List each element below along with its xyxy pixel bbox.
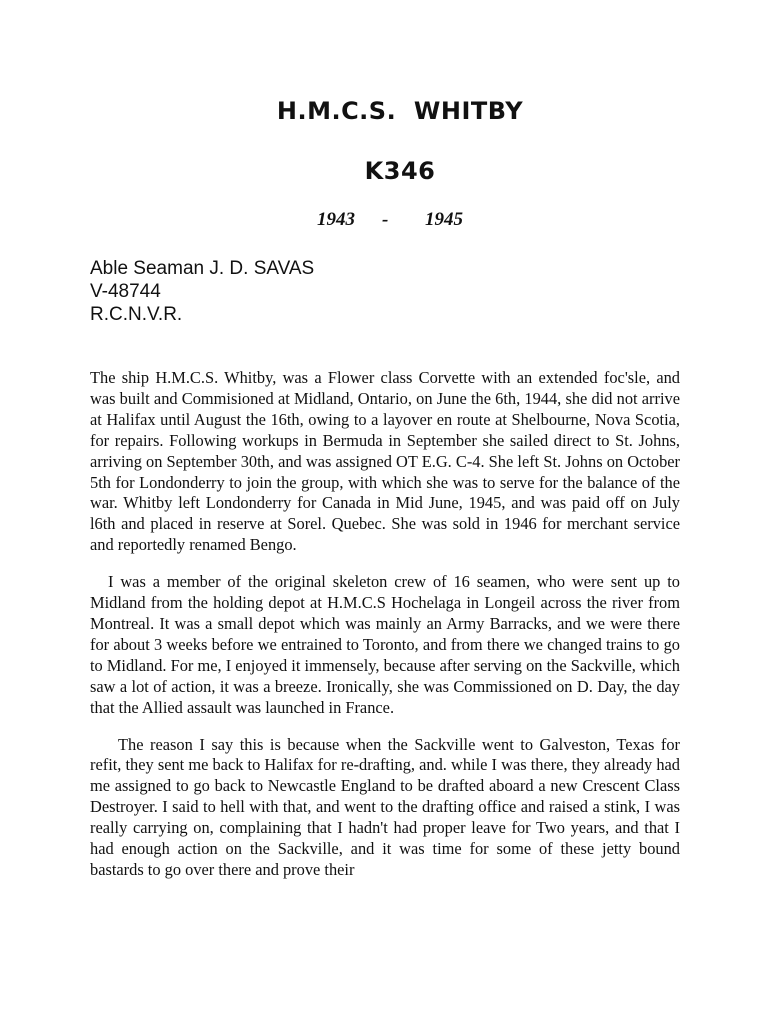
ship-title: H.M.C.S. WHITBY [276,97,524,125]
year-separator: - [382,209,389,230]
year-end: 1945 [425,209,463,230]
paragraph: The ship H.M.C.S. Whitby, was a Flower class Corvette with an extended foc'sle, and was built and Commisioned at Midland, Ontario, on June the 6th, 1944, she did not arrive at Halifax until August the 16th, owing to a layover en route at Shelbourne, Nova Scotia, for repairs. Following workups in Bermuda in September she sailed direct to St. Johns, arriving on September 30th, and was assigned OT E.G. C-4. She left St. Johns on October 5th for Londonderry to join the group, with which she was to serve for the balance of the war. Whitby left Londonderry for Canada in Mid June, 1945, and was paid off on July l6th and placed in reserve at Sorel. Quebec. She was sold in 1946 for merchant service and reportedly renamed Bengo. [90,368,680,555]
author-rank-name: Able Seaman J. D. SAVAS [90,258,315,279]
paragraph: The reason I say this is because when the Sackville went to Galveston, Texas for refit, they sent me back to Halifax for re-drafting, and. while I was there, they already had me assigned to go back to Newcastle England to be drafted aboard a new Crescent Class Destroyer. I said to hell with that, and went to the drafting office and raised a stink, I was really carrying on, complaining that I hadn't had proper leave for Two years, and that I had enough action on the Sackville, and it was time for some of these jetty bound bastards to go over there and prove their [90,734,680,879]
body-text [90,368,680,897]
author-service-number: V-48744 [90,281,161,302]
author-service: R.C.N.V.R. [90,304,183,325]
author-block [90,257,314,326]
paragraph: I was a member of the original skeleton crew of 16 seamen, who were sent up to Midland from the holding depot at H.M.C.S Hochelaga in Longeil across the river from Montreal. It was a small depot which was mainly an Army Barracks, and we were there for about 3 weeks before we entrained to Toronto, and from there we changed trains to go to Midland. For me, I enjoyed it immensely, because after serving on the Sackville, which saw a lot of action, it was a breeze. Ironically, she was Commissioned on D. Day, the day that the Allied assault was launched in France. [90,572,680,717]
year-start: 1943 [317,209,355,230]
pennant-number: K346 [364,157,436,185]
